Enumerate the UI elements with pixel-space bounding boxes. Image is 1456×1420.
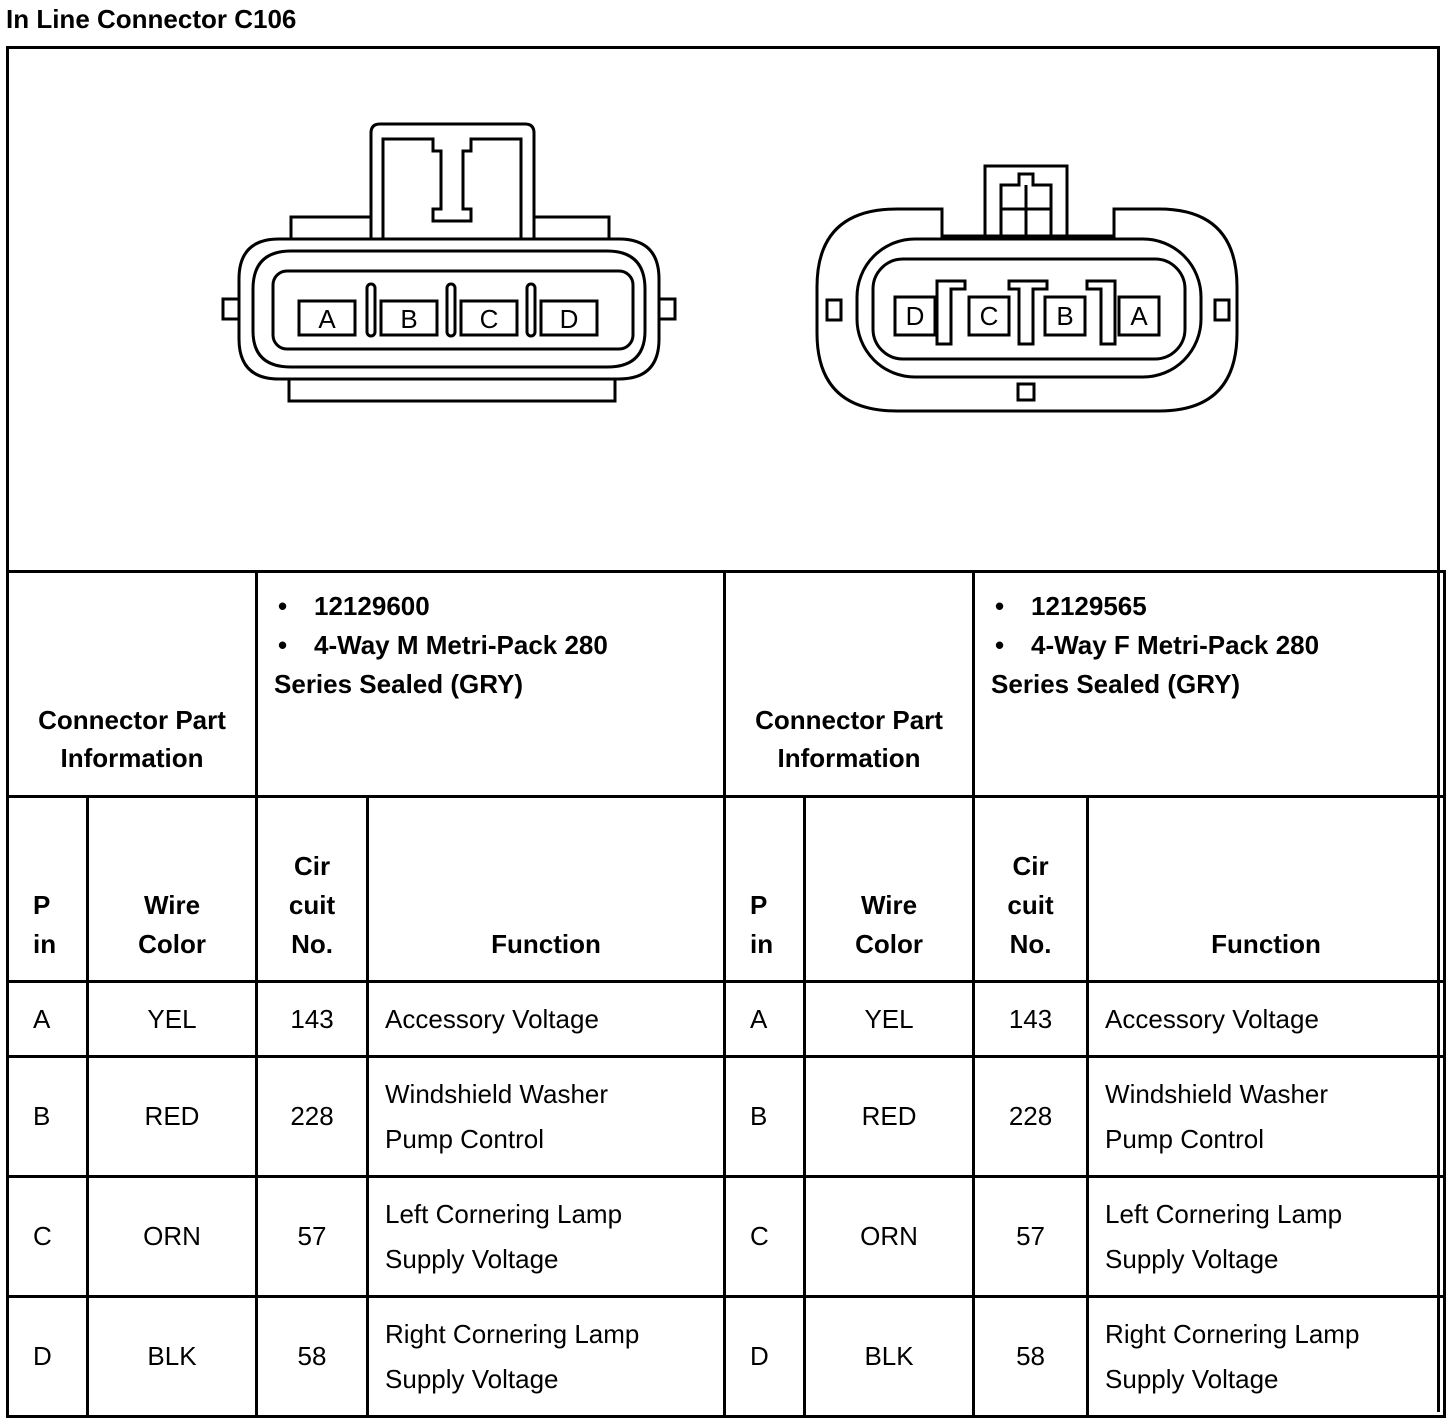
connector-info-row [8, 572, 1445, 797]
table-row [8, 982, 1445, 1057]
table-row [8, 1057, 1445, 1177]
wire-color-header: Wire Color [88, 797, 257, 982]
part-description: 4-Way F Metri-Pack 280 [1031, 630, 1320, 660]
function-cell: Left Cornering Lamp Supply Voltage [368, 1177, 725, 1297]
wire-color-cell: YEL [88, 982, 257, 1057]
connector-frame [6, 46, 1440, 1412]
male-pin-label: C [479, 304, 499, 334]
female-pin-tower [937, 281, 965, 344]
function-cell: Accessory Voltage [1088, 982, 1445, 1057]
pin-cell: B [8, 1057, 88, 1177]
circuit-cell: 58 [974, 1297, 1088, 1417]
function-cell: Accessory Voltage [368, 982, 725, 1057]
female-connector-key-slot [1018, 384, 1034, 400]
part-description: 4-Way M Metri-Pack 280 [314, 630, 608, 660]
male-connector-bottom-skirt [289, 379, 615, 401]
pin-cell: A [725, 982, 805, 1057]
wire-color-cell: ORN [805, 1177, 974, 1297]
pin-cell: C [725, 1177, 805, 1297]
table-row [8, 1177, 1445, 1297]
function-header: Function [368, 797, 725, 982]
wire-color-cell: YEL [805, 982, 974, 1057]
connector-diagram-area [9, 49, 1437, 571]
part-number: 12129565 [1031, 591, 1147, 621]
male-pin-label: D [559, 304, 579, 334]
female-pin-label: B [1056, 301, 1074, 331]
male-connector-left-nub [223, 299, 239, 319]
pin-cell: D [8, 1297, 88, 1417]
part-description-cont: Series Sealed (GRY) [991, 669, 1241, 699]
circuit-header: Cir cuit No. [974, 797, 1088, 982]
female-connector-right-clip [1215, 300, 1229, 320]
male-pin-label: B [400, 304, 418, 334]
part-description-cont: Series Sealed (GRY) [274, 669, 524, 699]
circuit-cell: 57 [974, 1177, 1088, 1297]
page-title: In Line Connector C106 [6, 4, 297, 34]
pin-cell: D [725, 1297, 805, 1417]
female-pin-label: A [1130, 301, 1148, 331]
circuit-cell: 58 [257, 1297, 368, 1417]
male-pin-divider [527, 284, 535, 336]
circuit-cell: 143 [974, 982, 1088, 1057]
connector-info-value: • 12129565 • 4-Way F Metri-Pack 280 Series Sealed (GRY) [974, 572, 1445, 797]
female-connector-drawing [817, 166, 1237, 411]
pin-cell: C [8, 1177, 88, 1297]
function-cell: Left Cornering Lamp Supply Voltage [1088, 1177, 1445, 1297]
connector-info-label: Connector Part Information [8, 572, 257, 797]
circuit-cell: 143 [257, 982, 368, 1057]
circuit-cell: 228 [257, 1057, 368, 1177]
connector-info-label: Connector Part Information [725, 572, 974, 797]
part-number: 12129600 [314, 591, 430, 621]
wire-color-cell: BLK [805, 1297, 974, 1417]
circuit-cell: 228 [974, 1057, 1088, 1177]
male-pin-divider [447, 284, 455, 336]
male-connector-drawing [223, 124, 675, 401]
pin-cell: A [8, 982, 88, 1057]
wire-color-cell: RED [88, 1057, 257, 1177]
pin-cell: B [725, 1057, 805, 1177]
connector-info-value: • 12129600 • 4-Way M Metri-Pack 280 Series Sealed (GRY) [257, 572, 725, 797]
circuit-cell: 57 [257, 1177, 368, 1297]
function-cell: Windshield Washer Pump Control [368, 1057, 725, 1177]
female-connector-left-clip [827, 300, 841, 320]
function-cell: Right Cornering Lamp Supply Voltage [368, 1297, 725, 1417]
function-header: Function [1088, 797, 1445, 982]
table-row [8, 1297, 1445, 1417]
wire-color-cell: BLK [88, 1297, 257, 1417]
female-pin-tower [1087, 281, 1115, 344]
female-connector-latch-ribs [1001, 174, 1051, 236]
pin-header: P in [8, 797, 88, 982]
female-pin-tower [1009, 281, 1047, 344]
pinout-table [6, 570, 1446, 1418]
wire-color-cell: ORN [88, 1177, 257, 1297]
female-pin-label: C [979, 301, 999, 331]
female-pin-label: D [905, 301, 925, 331]
function-cell: Windshield Washer Pump Control [1088, 1057, 1445, 1177]
male-pin-divider [367, 284, 375, 336]
table-header-row [8, 797, 1445, 982]
wire-color-cell: RED [805, 1057, 974, 1177]
wire-color-header: Wire Color [805, 797, 974, 982]
male-pin-label: A [318, 304, 336, 334]
male-connector-right-nub [659, 299, 675, 319]
circuit-header: Cir cuit No. [257, 797, 368, 982]
pin-header: P in [725, 797, 805, 982]
function-cell: Right Cornering Lamp Supply Voltage [1088, 1297, 1445, 1417]
male-connector-latch-inner [383, 139, 521, 239]
